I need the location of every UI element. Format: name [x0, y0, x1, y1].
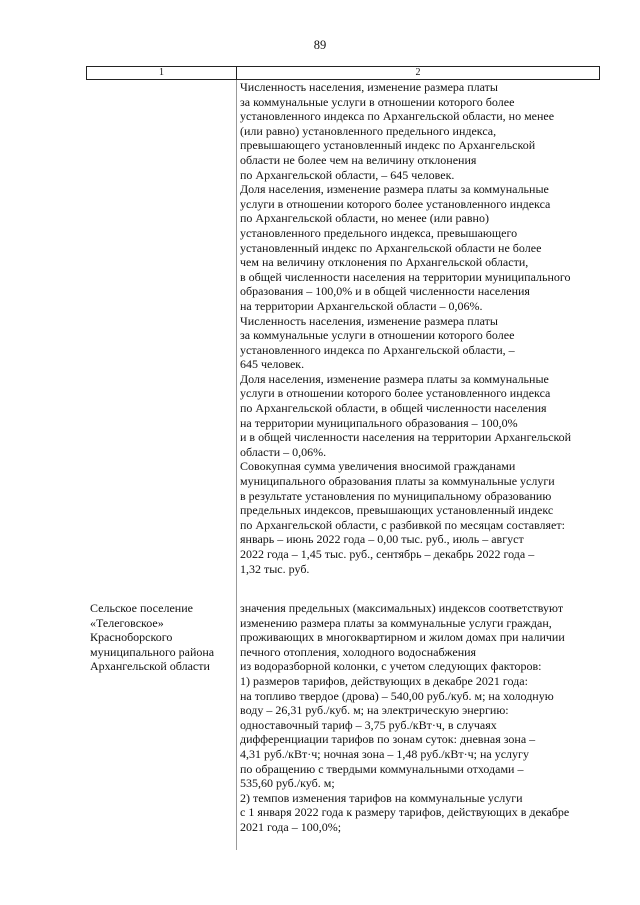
column-divider	[236, 80, 237, 850]
text-line: печного отопления, холодного водоснабжения	[240, 644, 477, 659]
text-line: Совокупная сумма увеличения вносимой гражданами	[240, 459, 516, 474]
text-line: 2022 года – 1,45 тыс. руб., сентябрь – декабрь 2022 года –	[240, 547, 535, 561]
text-line: январь – июнь 2022 года – 0,00 тыс. руб., июль – август	[240, 532, 524, 547]
text-line: установленный индекс по Архангельской области не более	[240, 240, 542, 255]
text-line: услуги в отношении которого более установленного индекса	[240, 386, 551, 401]
text-line: в общей численности населения на территории муниципального	[240, 269, 571, 284]
text-line: 1,32 тыс. руб.	[240, 561, 310, 576]
text-line: одноставочный тариф – 3,75 руб./кВт·ч, в случаях	[240, 717, 497, 732]
municipality-line: Красноборского	[90, 630, 173, 645]
text-line: области не более чем на величину отклонения	[240, 152, 477, 167]
text-line: 1) размеров тарифов, действующих в декабре 2021 года:	[240, 673, 528, 688]
text-line: установленного индекса по Архангельской области, но менее	[240, 109, 555, 124]
table-header-row	[86, 66, 600, 80]
text-line: установленного индекса по Архангельской области, –	[240, 342, 515, 357]
text-line: Численность населения, изменение размера платы	[240, 313, 498, 328]
row2-description	[240, 601, 600, 835]
text-line: Доля населения, изменение размера платы за коммунальные	[240, 371, 549, 386]
text-line: муниципального образования платы за коммунальные услуги	[240, 474, 555, 489]
text-line: проживающих в многоквартирном и жилом домах при наличии	[240, 630, 565, 645]
text-line: за коммунальные услуги в отношении которого более	[240, 328, 515, 343]
text-line: по Архангельской области, в общей численности населения	[240, 401, 547, 416]
text-line: изменению размера платы за коммунальные услуги граждан,	[240, 615, 552, 630]
text-line: 645 человек.	[240, 357, 305, 372]
text-line: на территории Архангельской области – 0,06%.	[240, 298, 483, 313]
text-line: по Архангельской области, – 645 человек.	[240, 167, 455, 182]
text-line: по Архангельской области, с разбивкой по месяцам составляет:	[240, 517, 565, 532]
text-line: на топливо твердое (дрова) – 540,00 руб./куб. м; на холодную	[240, 688, 554, 703]
text-line: 535,60 руб./куб. м;	[240, 776, 335, 791]
text-line: Доля населения, изменение размера платы за коммунальные	[240, 182, 549, 197]
table-header-col-2: 2	[415, 67, 421, 78]
text-line: воду – 26,31 руб./куб. м; на электрическую энергию:	[240, 703, 509, 718]
text-line: 4,31 руб./кВт·ч; ночная зона – 1,48 руб./кВт·ч; на услугу	[240, 746, 529, 761]
text-line: по Архангельской области, но менее (или равно)	[240, 211, 489, 226]
text-line: 2) темпов изменения тарифов на коммунальные услуги	[240, 790, 523, 805]
row1-description	[240, 80, 600, 576]
text-line: услуги в отношении которого более установленного индекса	[240, 196, 551, 211]
text-line: Численность населения, изменение размера платы	[240, 80, 498, 94]
text-line: превышающего установленный индекс по Архангельской	[240, 138, 536, 153]
text-line: значения предельных (максимальных) индексов соответствуют	[240, 601, 564, 615]
text-line: в результате установления по муниципальному образованию	[240, 488, 552, 503]
text-line: с 1 января 2022 года к размеру тарифов, действующих в декабре	[240, 805, 570, 820]
municipality-line: муниципального района	[90, 644, 215, 659]
text-line: области – 0,06%.	[240, 444, 327, 459]
text-line: (или равно) установленного предельного индекса,	[240, 123, 497, 138]
text-line: на территории муниципального образования – 100,0%	[240, 415, 518, 430]
text-line: из водоразборной колонки, с учетом следующих факторов:	[240, 659, 542, 674]
municipality-line: «Телеговское»	[90, 615, 164, 630]
table-header-col-1: 1	[87, 67, 237, 79]
text-line: образования – 100,0% и в общей численности населения	[240, 284, 530, 299]
text-line: и в общей численности населения на территории Архангельской	[240, 430, 572, 445]
text-line: по обращению с твердыми коммунальными отходами –	[240, 761, 524, 776]
text-line: установленного предельного индекса, превышающего	[240, 225, 518, 240]
municipality-line: Сельское поселение	[90, 601, 193, 615]
text-line: чем на величину отклонения по Архангельской области,	[240, 255, 529, 270]
text-line: за коммунальные услуги в отношении которого более	[240, 94, 515, 109]
text-line: предельных индексов, превышающих установленный индекс	[240, 503, 554, 518]
text-line: 2021 года – 100,0%;	[240, 819, 342, 834]
text-line: дифференциации тарифов по зонам суток: дневная зона –	[240, 732, 536, 747]
municipality-line: Архангельской области	[90, 659, 210, 674]
page-number: 89	[313, 38, 327, 52]
row2-municipality-name	[90, 601, 236, 674]
